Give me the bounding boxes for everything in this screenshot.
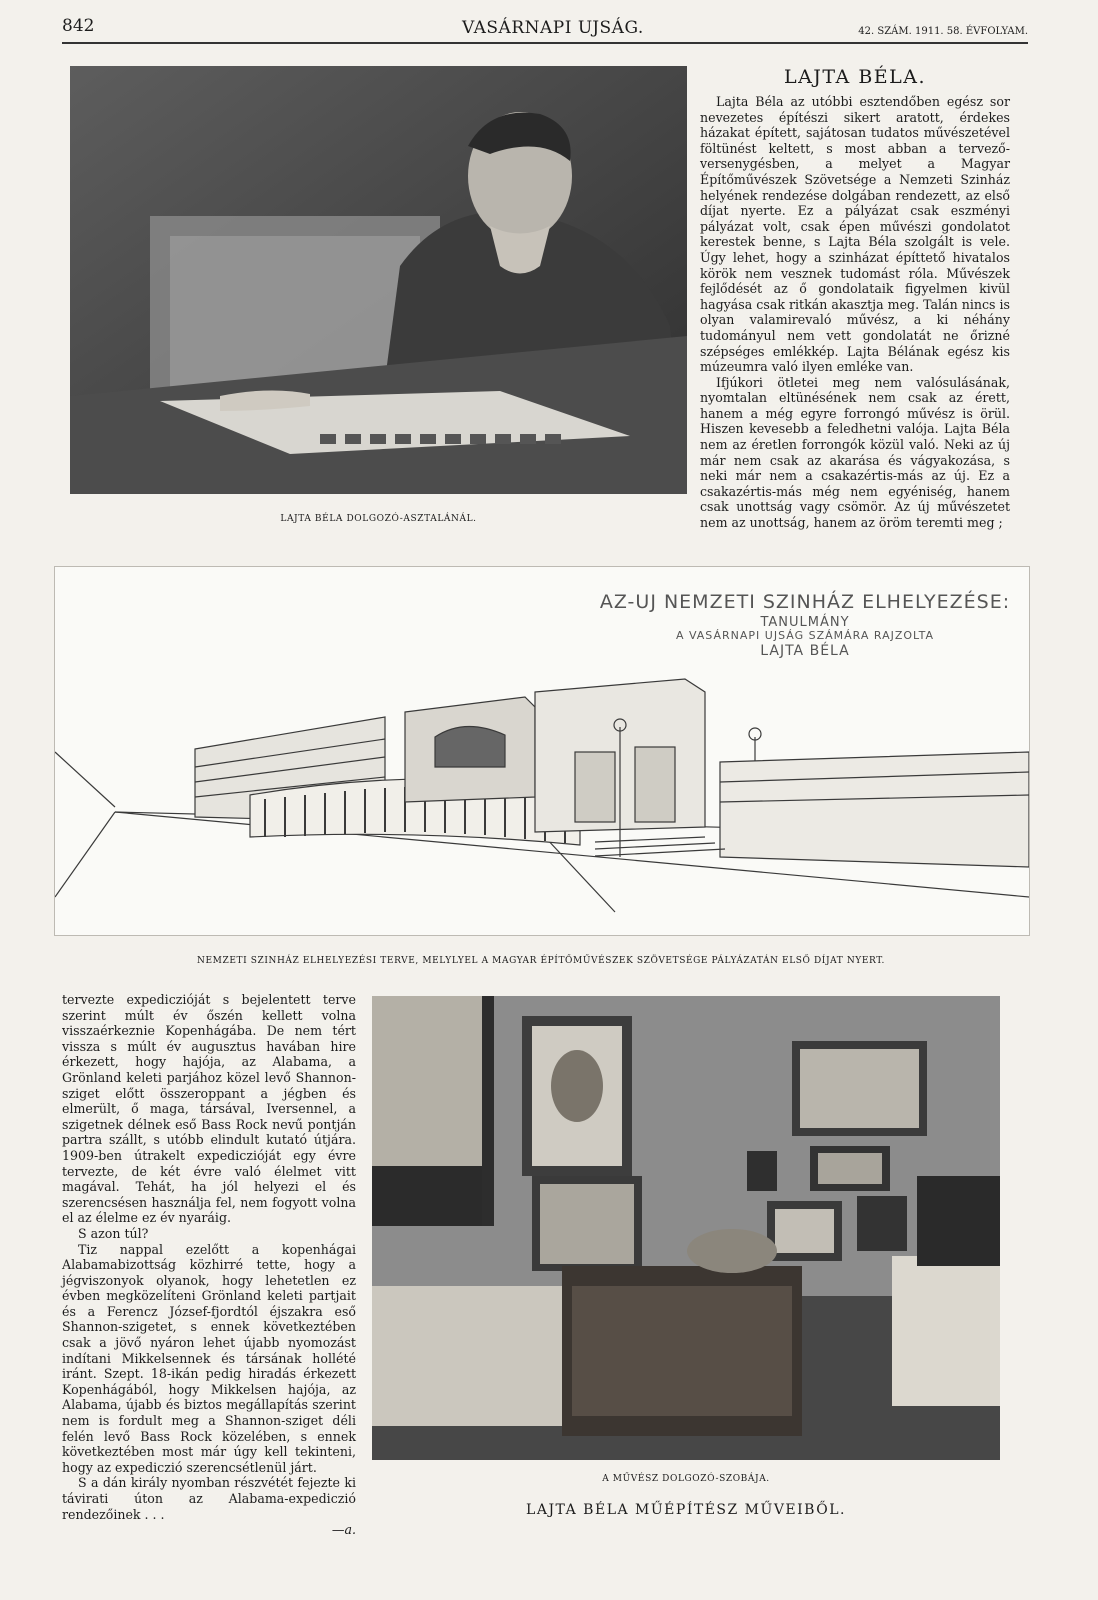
page-header bbox=[62, 14, 1028, 44]
expedition-paragraph: S a dán király nyomban részvétét fejezte ki távirati úton az Alabama-expediczió rendezőinek . . . bbox=[62, 1475, 356, 1522]
article-body bbox=[700, 94, 1010, 531]
article-paragraph: Lajta Béla az utóbbi esztendőben egész sor nevezetes építészi sikert aratott, érdekes házakat épített, sajátosan tudatos művészetével föltünést keltett, s most abban a tervező-versenygésben, a melyet a Magyar Építőművészek Szövetsége a Nemzeti Szinház helyének rendezése dolgában rendezett, az első díjat nyerte. Ez a pályázat csak eszményi pályázat volt, csak épen művészi gondolatot kerestek benne, s Lajta Béla szolgált is vele. Úgy lehet, hogy a szinházat építtető hivatalos körök nem vesznek tudomást róla. Művészek fejlődését az ő gondolataik figyelmen kivül hagyása csak ritkán akasztja meg. Talán nincs is olyan valamirevaló művész, a ki néhány tudományul nem vett gondolatát ne őrizné szépséges emlékkép. Lajta Bélának egész kis múzeumra való ilyen emléke van. bbox=[700, 94, 1010, 375]
footer-title: LAJTA BÉLA MŰÉPÍTÉSZ MŰVEIBŐL. bbox=[526, 1502, 846, 1518]
masthead: VASÁRNAPI UJSÁG. bbox=[462, 18, 644, 38]
study-room-photo bbox=[372, 996, 1000, 1460]
expedition-signoff: —a. bbox=[331, 1522, 356, 1538]
expedition-paragraph: tervezte expediczióját s bejelentett terve szerint múlt év őszén kellett volna visszaérkeznie Kopenhágába. De nem tért vissza s múlt év augusztus havában hire érkezett, hogy hajója, az Alabama, a Grönland keleti parjához közel levő Shannon-sziget előtt összeroppant a jégben és elmerült, ő maga, társával, Iversennel, a szigetnek délnek eső Bass Rock nevű pontján partra szállt, s utóbb elindult kutató útjára. 1909-ben útrakelt expediczióját egy évre tervezte, de két évre való élelmet vitt magával. Tehát, ha jól helyezi el és szerencsésen használja fel, nem fogyott volna el az élelme ez év nyaráig. bbox=[62, 992, 356, 1226]
expedition-paragraph: S azon túl? bbox=[78, 1225, 149, 1241]
page-number: 842 bbox=[62, 16, 95, 36]
drawing-title-line2: TANULMÁNY bbox=[760, 615, 850, 630]
drawing-title-line3: A VASÁRNAPI UJSÁG SZÁMÁRA RAJZOLTA bbox=[675, 629, 935, 642]
drawing-caption: NEMZETI SZINHÁZ ELHELYEZÉSI TERVE, MELYLYEL A MAGYAR ÉPÍTŐMŰVÉSZEK SZÖVETSÉGE PÁLYÁZATÁN ELSŐ DÍJAT NYERT. bbox=[197, 956, 885, 966]
study-room-photo-art bbox=[372, 996, 1000, 1460]
portrait-photo-art bbox=[70, 66, 687, 494]
article-title: LAJTA BÉLA. bbox=[783, 66, 927, 88]
drawing-title-line4: LAJTA BÉLA bbox=[760, 643, 850, 659]
expedition-body bbox=[62, 992, 356, 1538]
theatre-drawing bbox=[54, 566, 1030, 936]
study-caption: A MŰVÉSZ DOLGOZÓ-SZOBÁJA. bbox=[602, 1474, 770, 1484]
drawing-title-line1: AZ-UJ NEMZETI SZINHÁZ ELHELYEZÉSE: bbox=[599, 591, 1011, 613]
article-paragraph: Ifjúkori ötletei meg nem valósulásának, nyomtalan eltünésének nem csak az érett, hanem a még egyre forrongó művész is örül. Hiszen kevesebb a feledhetni valója. Lajta Béla nem az éretlen forrongók közül való. Neki az új már nem csak az akarása és vágyakozása, s neki már nem a csakazértis-más az új. Ez a csakazértis-más még nem egyéniség, hanem csak unottság vagy csömör. Az új művészetet nem az unottság, hanem az öröm teremti meg ; bbox=[700, 374, 1010, 531]
portrait-photo bbox=[70, 66, 687, 494]
drawing-sketch bbox=[55, 567, 1029, 935]
portrait-caption: LAJTA BÉLA DOLGOZÓ-ASZTALÁNÁL. bbox=[280, 514, 477, 524]
expedition-paragraph: Tiz nappal ezelőtt a kopenhágai Alabamabizottság közhirré tette, hogy a jégviszonyok olyanok, hogy lehetetlen ez évben megközelíteni Grönland keleti partjait és a Ferencz József-fjordtól éjszakra eső Shannon-szigetet, s ennek következtében csak a jövő nyáron lehet újabb nyomozást indítani Mikkelsennek és társának hollété iránt. Szept. 18-ikán pedig hiradás érkezett Kopenhágából, hogy Mikkelsen hajója, az Alabama, újabb és biztos megállapítás szerint nem is fordult meg a Shannon-sziget déli felén levő Bass Rock közelében, s ennek következtében most már úgy kell tekinteni, hogy az expediczió szerencsétlenül járt. bbox=[62, 1241, 356, 1475]
issue-info: 42. SZÁM. 1911. 58. ÉVFOLYAM. bbox=[858, 26, 1028, 37]
